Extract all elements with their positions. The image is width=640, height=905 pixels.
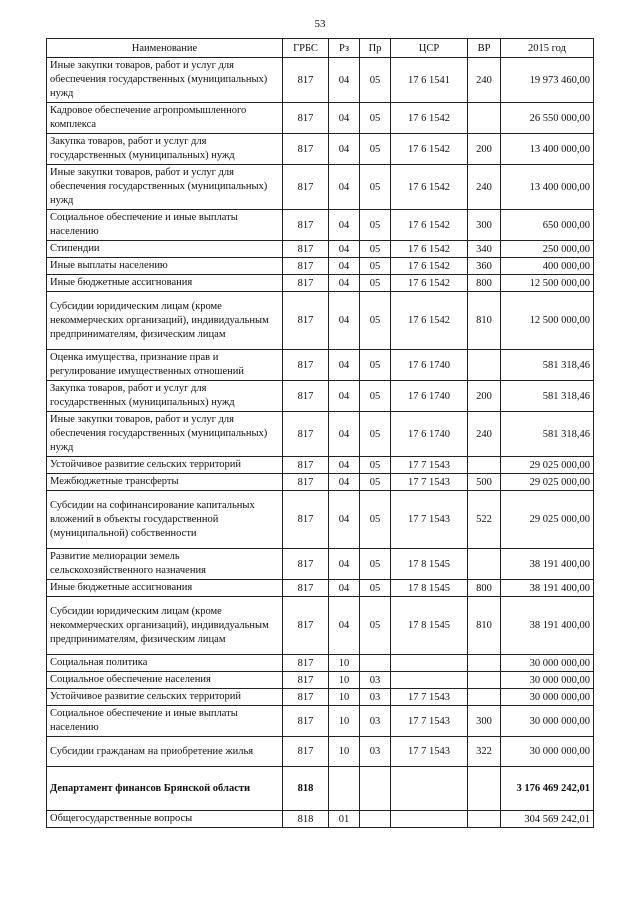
cell-csr: 17 6 1740: [391, 381, 468, 412]
table-row: [47, 457, 594, 474]
cell-amount: 38 191 400,00: [501, 597, 594, 655]
cell-vr: [468, 811, 501, 828]
header-pr: Пр: [360, 39, 391, 58]
cell-grbs: 817: [283, 737, 329, 767]
cell-pr: 03: [360, 672, 391, 689]
cell-rz: 04: [329, 134, 360, 165]
header-row: [47, 39, 594, 58]
cell-pr: 05: [360, 597, 391, 655]
cell-amount: 38 191 400,00: [501, 580, 594, 597]
header-grbs: ГРБС: [283, 39, 329, 58]
cell-csr: 17 7 1543: [391, 689, 468, 706]
cell-amount: 30 000 000,00: [501, 737, 594, 767]
table-row: [47, 58, 594, 103]
cell-name: Межбюджетные трансферты: [47, 474, 283, 491]
cell-vr: [468, 457, 501, 474]
cell-vr: 500: [468, 474, 501, 491]
cell-amount: 13 400 000,00: [501, 134, 594, 165]
cell-name: Стипендии: [47, 241, 283, 258]
cell-amount: 12 500 000,00: [501, 275, 594, 292]
cell-pr: 05: [360, 549, 391, 580]
cell-vr: 240: [468, 58, 501, 103]
cell-csr: 17 6 1740: [391, 412, 468, 457]
cell-amount: 13 400 000,00: [501, 165, 594, 210]
table-row: [47, 672, 594, 689]
cell-vr: [468, 767, 501, 811]
cell-pr: 05: [360, 210, 391, 241]
cell-grbs: 818: [283, 767, 329, 811]
cell-rz: 10: [329, 689, 360, 706]
cell-rz: 10: [329, 706, 360, 737]
cell-vr: [468, 689, 501, 706]
cell-rz: 10: [329, 655, 360, 672]
cell-vr: 240: [468, 412, 501, 457]
cell-name: Закупка товаров, работ и услуг для государственных (муниципальных) нужд: [47, 381, 283, 412]
cell-amount: 30 000 000,00: [501, 672, 594, 689]
cell-pr: 05: [360, 457, 391, 474]
header-vr: ВР: [468, 39, 501, 58]
cell-vr: [468, 655, 501, 672]
cell-name: Субсидии гражданам на приобретение жилья: [47, 737, 283, 767]
table-row: [47, 737, 594, 767]
cell-csr: [391, 811, 468, 828]
cell-rz: 04: [329, 258, 360, 275]
cell-pr: 03: [360, 706, 391, 737]
cell-name: Развитие мелиорации земель сельскохозяйственного назначения: [47, 549, 283, 580]
cell-grbs: 817: [283, 580, 329, 597]
cell-grbs: 817: [283, 491, 329, 549]
cell-pr: 05: [360, 292, 391, 350]
cell-pr: 05: [360, 381, 391, 412]
cell-csr: 17 6 1542: [391, 134, 468, 165]
cell-vr: 200: [468, 381, 501, 412]
cell-grbs: 817: [283, 292, 329, 350]
cell-grbs: 817: [283, 241, 329, 258]
cell-vr: 360: [468, 258, 501, 275]
cell-pr: [360, 655, 391, 672]
cell-rz: 04: [329, 350, 360, 381]
cell-name: Кадровое обеспечение агропромышленного комплекса: [47, 103, 283, 134]
cell-name: Иные закупки товаров, работ и услуг для обеспечения государственных (муниципальных) нужд: [47, 165, 283, 210]
cell-vr: [468, 350, 501, 381]
cell-pr: 03: [360, 689, 391, 706]
cell-rz: 01: [329, 811, 360, 828]
cell-grbs: 817: [283, 134, 329, 165]
cell-grbs: 817: [283, 655, 329, 672]
cell-amount: 38 191 400,00: [501, 549, 594, 580]
cell-rz: 04: [329, 474, 360, 491]
cell-rz: 04: [329, 381, 360, 412]
cell-vr: [468, 672, 501, 689]
cell-rz: 04: [329, 597, 360, 655]
cell-csr: [391, 672, 468, 689]
cell-name: Закупка товаров, работ и услуг для государственных (муниципальных) нужд: [47, 134, 283, 165]
cell-pr: 05: [360, 412, 391, 457]
cell-amount: 581 318,46: [501, 350, 594, 381]
cell-grbs: 817: [283, 381, 329, 412]
cell-rz: 04: [329, 165, 360, 210]
cell-name: Социальное обеспечение и иные выплаты населению: [47, 210, 283, 241]
cell-rz: 04: [329, 58, 360, 103]
cell-amount: 250 000,00: [501, 241, 594, 258]
table-row: [47, 103, 594, 134]
cell-csr: 17 6 1542: [391, 210, 468, 241]
cell-grbs: 817: [283, 275, 329, 292]
cell-csr: 17 7 1543: [391, 706, 468, 737]
header-name: Наименование: [47, 39, 283, 58]
cell-amount: 19 973 460,00: [501, 58, 594, 103]
cell-name: Общегосударственные вопросы: [47, 811, 283, 828]
table-row: [47, 258, 594, 275]
cell-pr: 05: [360, 491, 391, 549]
cell-vr: 200: [468, 134, 501, 165]
cell-csr: 17 8 1545: [391, 580, 468, 597]
table-row: [47, 381, 594, 412]
cell-rz: 04: [329, 491, 360, 549]
cell-pr: 05: [360, 474, 391, 491]
cell-rz: 04: [329, 241, 360, 258]
cell-name: Социальная политика: [47, 655, 283, 672]
cell-grbs: 817: [283, 103, 329, 134]
table-row: [47, 350, 594, 381]
cell-name: Социальное обеспечение и иные выплаты населению: [47, 706, 283, 737]
cell-csr: 17 6 1542: [391, 165, 468, 210]
cell-vr: 522: [468, 491, 501, 549]
cell-csr: 17 7 1543: [391, 474, 468, 491]
cell-csr: 17 6 1542: [391, 258, 468, 275]
cell-pr: 05: [360, 258, 391, 275]
cell-grbs: 817: [283, 706, 329, 737]
cell-pr: 03: [360, 737, 391, 767]
cell-grbs: 817: [283, 689, 329, 706]
cell-amount: 650 000,00: [501, 210, 594, 241]
cell-pr: 05: [360, 165, 391, 210]
cell-rz: 04: [329, 275, 360, 292]
table-row: [47, 706, 594, 737]
cell-pr: [360, 811, 391, 828]
cell-name: Иные закупки товаров, работ и услуг для обеспечения государственных (муниципальных) нужд: [47, 412, 283, 457]
cell-amount: 304 569 242,01: [501, 811, 594, 828]
cell-amount: 12 500 000,00: [501, 292, 594, 350]
page-number: 53: [314, 18, 326, 30]
cell-vr: 322: [468, 737, 501, 767]
cell-amount: 29 025 000,00: [501, 474, 594, 491]
cell-rz: 04: [329, 412, 360, 457]
cell-vr: [468, 549, 501, 580]
cell-name: Устойчивое развитие сельских территорий: [47, 689, 283, 706]
cell-csr: [391, 655, 468, 672]
budget-table: [46, 38, 594, 828]
cell-csr: 17 6 1740: [391, 350, 468, 381]
cell-amount: 29 025 000,00: [501, 457, 594, 474]
cell-name: Субсидии юридическим лицам (кроме некоммерческих организаций), индивидуальным предпринимателям, физическим лицам: [47, 597, 283, 655]
cell-grbs: 817: [283, 549, 329, 580]
table-row: [47, 655, 594, 672]
cell-grbs: 817: [283, 58, 329, 103]
cell-grbs: 817: [283, 258, 329, 275]
header-csr: ЦСР: [391, 39, 468, 58]
cell-rz: 04: [329, 103, 360, 134]
cell-amount: 30 000 000,00: [501, 706, 594, 737]
cell-amount: 400 000,00: [501, 258, 594, 275]
table-row: [47, 811, 594, 828]
cell-csr: 17 7 1543: [391, 457, 468, 474]
cell-rz: [329, 767, 360, 811]
cell-grbs: 817: [283, 474, 329, 491]
cell-amount: 581 318,46: [501, 412, 594, 457]
cell-name: Устойчивое развитие сельских территорий: [47, 457, 283, 474]
cell-grbs: 817: [283, 210, 329, 241]
cell-csr: 17 6 1541: [391, 58, 468, 103]
cell-grbs: 817: [283, 165, 329, 210]
cell-rz: 10: [329, 672, 360, 689]
table-row: [47, 580, 594, 597]
cell-csr: 17 6 1542: [391, 292, 468, 350]
cell-vr: 800: [468, 580, 501, 597]
cell-rz: 04: [329, 457, 360, 474]
table-row: [47, 767, 594, 811]
cell-csr: 17 6 1542: [391, 103, 468, 134]
cell-vr: 340: [468, 241, 501, 258]
cell-csr: 17 8 1545: [391, 549, 468, 580]
cell-rz: 04: [329, 580, 360, 597]
cell-amount: 29 025 000,00: [501, 491, 594, 549]
cell-amount: 581 318,46: [501, 381, 594, 412]
cell-name: Субсидии юридическим лицам (кроме некоммерческих организаций), индивидуальным предпринимателям, физическим лицам: [47, 292, 283, 350]
cell-name: Департамент финансов Брянской области: [47, 767, 283, 811]
header-year: 2015 год: [501, 39, 594, 58]
table-row: [47, 474, 594, 491]
table-row: [47, 549, 594, 580]
table-row: [47, 241, 594, 258]
cell-grbs: 817: [283, 672, 329, 689]
table-row: [47, 134, 594, 165]
cell-name: Иные бюджетные ассигнования: [47, 275, 283, 292]
cell-csr: 17 7 1543: [391, 737, 468, 767]
cell-pr: 05: [360, 275, 391, 292]
cell-grbs: 817: [283, 350, 329, 381]
cell-vr: 810: [468, 292, 501, 350]
cell-name: Иные закупки товаров, работ и услуг для обеспечения государственных (муниципальных) нужд: [47, 58, 283, 103]
table-row: [47, 491, 594, 549]
cell-name: Социальное обеспечение населения: [47, 672, 283, 689]
cell-rz: 04: [329, 292, 360, 350]
cell-csr: 17 7 1543: [391, 491, 468, 549]
cell-pr: 05: [360, 134, 391, 165]
cell-rz: 04: [329, 210, 360, 241]
cell-pr: 05: [360, 58, 391, 103]
cell-vr: 240: [468, 165, 501, 210]
cell-name: Иные выплаты населению: [47, 258, 283, 275]
header-rz: Рз: [329, 39, 360, 58]
cell-csr: 17 8 1545: [391, 597, 468, 655]
table-row: [47, 275, 594, 292]
cell-grbs: 817: [283, 597, 329, 655]
cell-amount: 30 000 000,00: [501, 689, 594, 706]
cell-name: Иные бюджетные ассигнования: [47, 580, 283, 597]
table-row: [47, 210, 594, 241]
cell-pr: 05: [360, 580, 391, 597]
cell-rz: 04: [329, 549, 360, 580]
cell-pr: 05: [360, 350, 391, 381]
cell-csr: 17 6 1542: [391, 241, 468, 258]
cell-grbs: 817: [283, 457, 329, 474]
cell-vr: 300: [468, 210, 501, 241]
cell-pr: 05: [360, 241, 391, 258]
table-row: [47, 597, 594, 655]
cell-grbs: 818: [283, 811, 329, 828]
table-row: [47, 412, 594, 457]
cell-vr: 800: [468, 275, 501, 292]
cell-vr: [468, 103, 501, 134]
cell-grbs: 817: [283, 412, 329, 457]
cell-csr: [391, 767, 468, 811]
cell-amount: 3 176 469 242,01: [501, 767, 594, 811]
cell-vr: 300: [468, 706, 501, 737]
cell-amount: 26 550 000,00: [501, 103, 594, 134]
cell-rz: 10: [329, 737, 360, 767]
cell-vr: 810: [468, 597, 501, 655]
table-row: [47, 689, 594, 706]
table-row: [47, 165, 594, 210]
cell-pr: [360, 767, 391, 811]
cell-csr: 17 6 1542: [391, 275, 468, 292]
table-row: [47, 292, 594, 350]
cell-name: Субсидии на софинансирование капитальных вложений в объекты государственной (муниципальной) собственности: [47, 491, 283, 549]
cell-name: Оценка имущества, признание прав и регулирование имущественных отношений: [47, 350, 283, 381]
cell-pr: 05: [360, 103, 391, 134]
cell-amount: 30 000 000,00: [501, 655, 594, 672]
